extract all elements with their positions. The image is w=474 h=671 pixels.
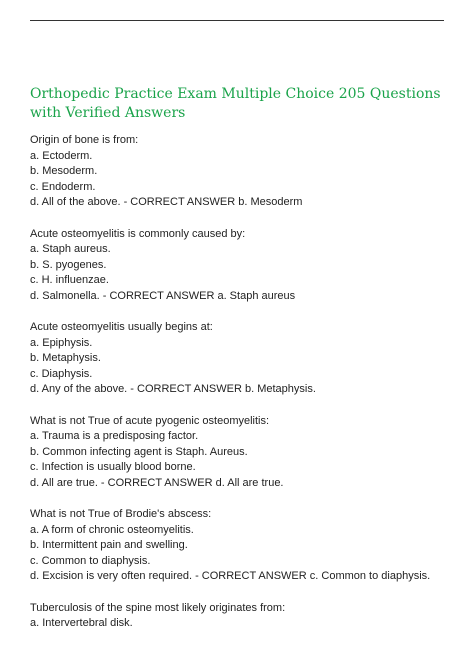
answer-option: a. Staph aureus. <box>30 243 111 255</box>
answer-option: a. Intervertebral disk. <box>30 617 133 629</box>
question-2 <box>30 227 460 305</box>
answer-option: b. S. pyogenes. <box>30 258 107 271</box>
document-title-line-1: Orthopedic Practice Exam Multiple Choice 205 Questions <box>30 86 441 102</box>
answer-option: a. Trauma is a predisposing factor. <box>30 430 199 442</box>
question-6 <box>30 601 460 632</box>
question-prompt: Acute osteomyelitis is commonly caused by: <box>30 227 246 240</box>
question-prompt: Acute osteomyelitis usually begins at: <box>30 321 213 333</box>
answer-option-with-correct-answer: d. All are true. - CORRECT ANSWER d. All are true. <box>30 476 284 489</box>
question-list <box>30 133 460 648</box>
question-prompt: What is not True of acute pyogenic osteomyelitis: <box>30 414 270 427</box>
question-prompt: Tuberculosis of the spine most likely originates from: <box>30 601 286 614</box>
question-prompt: What is not True of Brodie's abscess: <box>30 508 212 520</box>
answer-option-with-correct-answer: d. All of the above. - CORRECT ANSWER b. Mesoderm <box>30 196 303 208</box>
answer-option: b. Metaphysis. <box>30 352 101 364</box>
answer-option: b. Common infecting agent is Staph. Aureus. <box>30 445 248 458</box>
answer-option: c. H. influenzae. <box>30 274 109 286</box>
answer-option: a. A form of chronic osteomyelitis. <box>30 523 194 536</box>
answer-option: a. Epiphysis. <box>30 336 93 349</box>
answer-option-with-correct-answer: d. Any of the above. - CORRECT ANSWER b. Metaphysis. <box>30 383 316 395</box>
question-1 <box>30 133 460 211</box>
document-title <box>30 85 450 123</box>
question-prompt: Origin of bone is from: <box>30 134 139 146</box>
answer-option-with-correct-answer: d. Excision is very often required. - CORRECT ANSWER c. Common to diaphysis. <box>30 570 431 582</box>
document-title-line-2: with Verified Answers <box>30 105 186 121</box>
top-divider <box>30 20 444 21</box>
answer-option: b. Mesoderm. <box>30 165 98 177</box>
answer-option: c. Infection is usually blood borne. <box>30 461 196 473</box>
answer-option: a. Ectoderm. <box>30 149 93 162</box>
answer-option: c. Diaphysis. <box>30 367 93 380</box>
question-5 <box>30 507 460 585</box>
question-3 <box>30 320 460 398</box>
question-4 <box>30 414 460 492</box>
answer-option: b. Intermittent pain and swelling. <box>30 539 188 551</box>
answer-option: c. Endoderm. <box>30 180 96 193</box>
answer-option-with-correct-answer: d. Salmonella. - CORRECT ANSWER a. Staph aureus <box>30 289 296 302</box>
answer-option: c. Common to diaphysis. <box>30 554 151 567</box>
